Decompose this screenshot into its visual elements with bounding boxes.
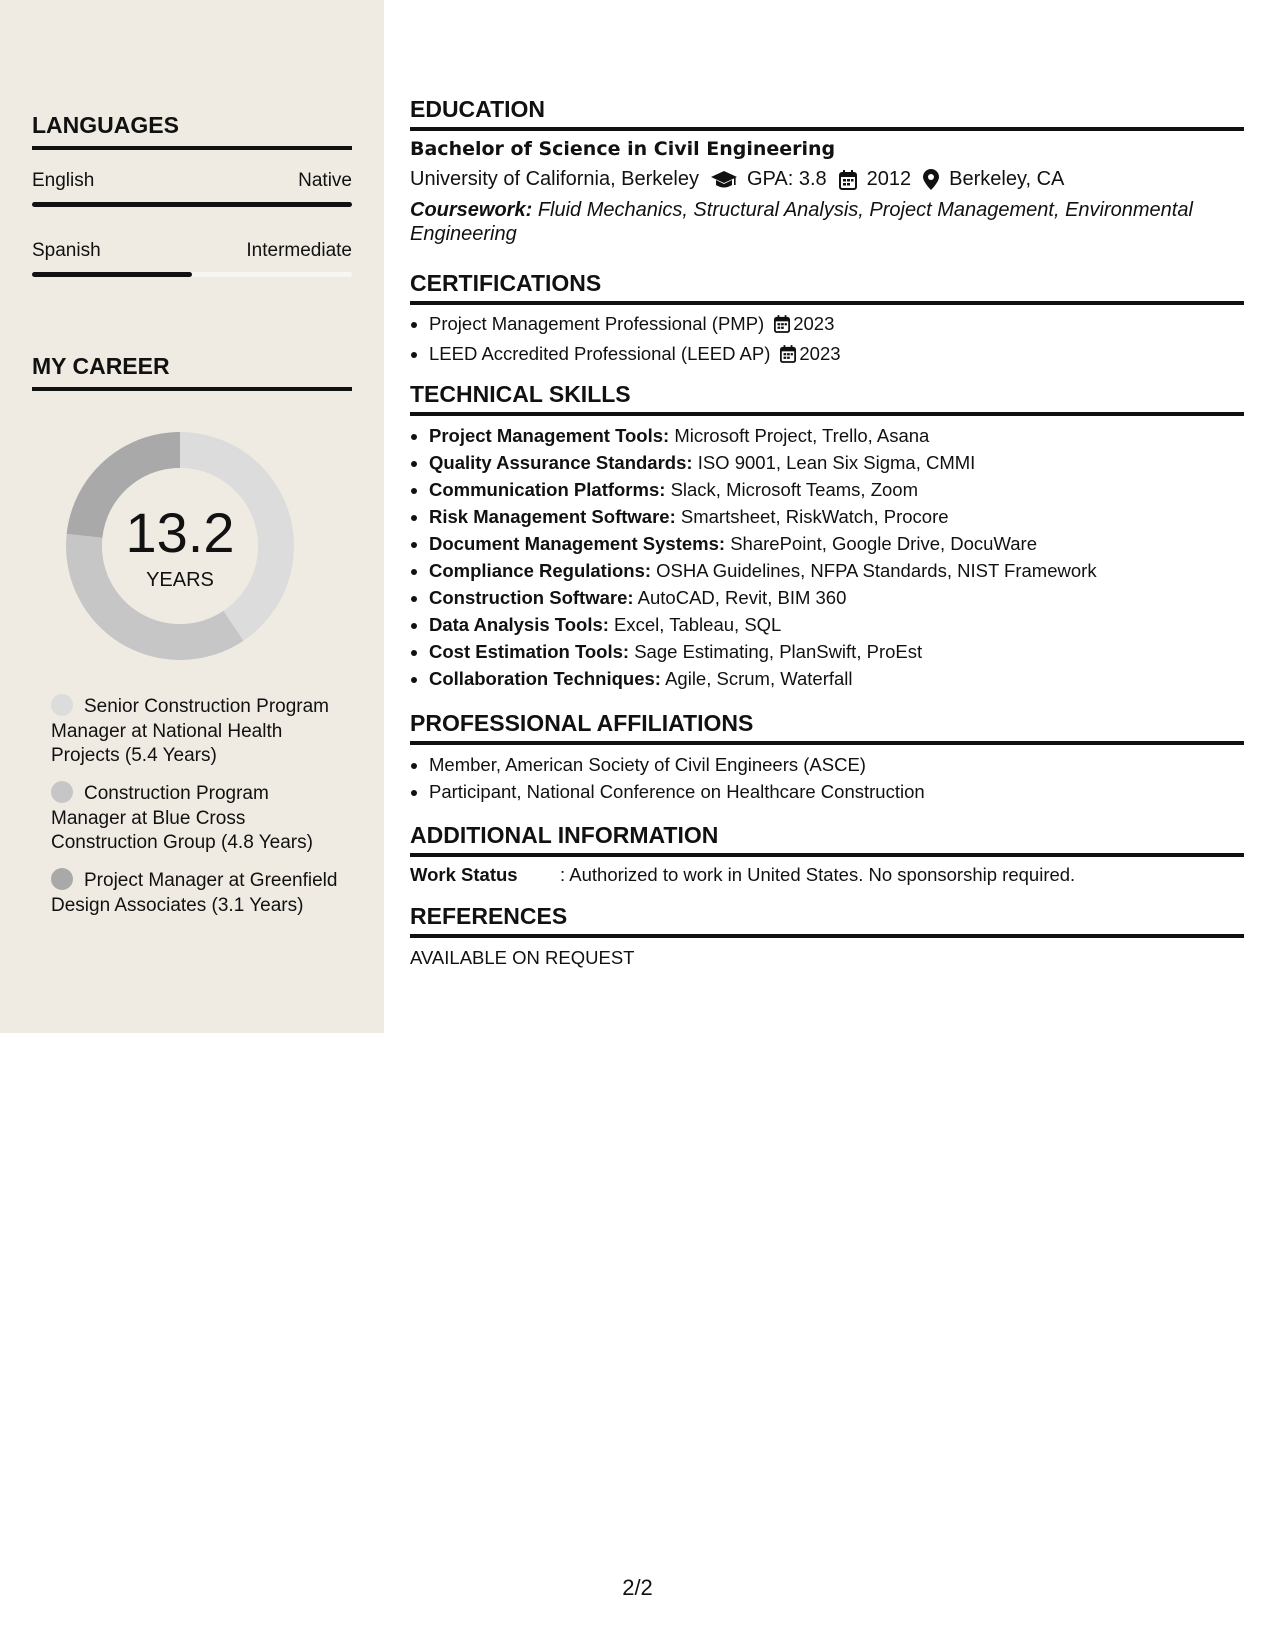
career-item: [51, 781, 341, 856]
skill-label: Project Management Tools:: [429, 425, 670, 446]
list-item: • Member, American Society of Civil Engineers (ASCE): [429, 751, 1244, 778]
certification-name: LEED Accredited Professional (LEED AP): [429, 343, 771, 364]
skill-value: ISO 9001, Lean Six Sigma, CMMI: [697, 452, 976, 473]
calendar-icon: [780, 343, 796, 370]
career-heading: MY CAREER: [32, 353, 352, 391]
additional-info-heading: ADDITIONAL INFORMATION: [410, 822, 1244, 857]
list-item: [429, 503, 1244, 530]
skill-value: Smartsheet, RiskWatch, Procore: [680, 506, 949, 527]
gpa: GPA: 3.8: [747, 168, 827, 190]
affiliations-heading: PROFESSIONAL AFFILIATIONS: [410, 710, 1244, 745]
education-heading: EDUCATION: [410, 96, 1244, 131]
career-item: [51, 868, 341, 918]
skill-value: Excel, Tableau, SQL: [614, 614, 782, 635]
career-section: [32, 353, 352, 391]
coursework: [410, 198, 1244, 246]
language-item-english: [32, 170, 352, 207]
skill-label: Data Analysis Tools:: [429, 614, 609, 635]
skill-value: OSHA Guidelines, NFPA Standards, NIST Framework: [656, 560, 1097, 581]
skill-value: SharePoint, Google Drive, DocuWare: [730, 533, 1037, 554]
career-item: [51, 694, 341, 769]
list-item: [429, 611, 1244, 638]
page-number: 2/2: [622, 1575, 653, 1600]
skill-label: Collaboration Techniques:: [429, 668, 661, 689]
skills-list: [410, 422, 1244, 692]
language-bar-fill: [32, 202, 352, 207]
list-item: [429, 638, 1244, 665]
career-item-text: Construction Program Manager at Blue Cross Construction Group (4.8 Years): [51, 783, 313, 853]
list-item: [429, 665, 1244, 692]
languages-section: [32, 112, 352, 150]
graduation-year: 2012: [866, 168, 912, 190]
school-name: University of California, Berkeley: [410, 168, 699, 190]
work-status-value: : Authorized to work in United States. No sponsorship required.: [560, 864, 1076, 885]
skills-heading: TECHNICAL SKILLS: [410, 381, 1244, 416]
skill-value: Sage Estimating, PlanSwift, ProEst: [634, 641, 923, 662]
language-bar-track: [32, 272, 352, 277]
language-name: Spanish: [32, 240, 101, 261]
list-item: [429, 422, 1244, 449]
certification-year: 2023: [799, 343, 841, 364]
list-item: [429, 340, 1244, 370]
list-item: [429, 476, 1244, 503]
legend-dot: [51, 694, 73, 716]
skill-value: Microsoft Project, Trello, Asana: [674, 425, 930, 446]
work-status-label: Work Status: [410, 864, 518, 885]
certification-year: 2023: [793, 313, 835, 334]
list-item: [429, 530, 1244, 557]
skill-value: AutoCAD, Revit, BIM 360: [637, 587, 847, 608]
education-location: Berkeley, CA: [949, 168, 1065, 190]
language-bar-track: [32, 202, 352, 207]
calendar-icon: [839, 170, 857, 190]
skill-label: Cost Estimation Tools:: [429, 641, 630, 662]
skill-label: Construction Software:: [429, 587, 634, 608]
education-details: [410, 168, 1244, 191]
language-level: Native: [298, 170, 352, 191]
career-total-years: 13.2: [125, 501, 235, 564]
language-item-spanish: [32, 240, 352, 277]
language-name: English: [32, 170, 95, 191]
list-item: [429, 449, 1244, 476]
work-status-row: [410, 864, 1244, 886]
skill-label: Compliance Regulations:: [429, 560, 652, 581]
skill-value: Agile, Scrum, Waterfall: [665, 668, 853, 689]
language-bar-fill: [32, 272, 192, 277]
certifications-list: [410, 310, 1244, 370]
language-level: Intermediate: [246, 240, 352, 261]
degree-title: Bachelor of Science in Civil Engineering: [410, 138, 836, 160]
skill-value: Slack, Microsoft Teams, Zoom: [670, 479, 918, 500]
list-item: • Participant, National Conference on Healthcare Construction: [429, 778, 1244, 805]
career-donut-chart: [62, 428, 298, 664]
skill-label: Document Management Systems:: [429, 533, 726, 554]
list-item: [429, 584, 1244, 611]
coursework-label: Coursework:: [410, 199, 533, 221]
references-heading: REFERENCES: [410, 903, 1244, 938]
coursework-list: Fluid Mechanics, Structural Analysis, Project Management, Environmental Engineering: [410, 199, 1193, 245]
legend-dot: [51, 868, 73, 890]
sidebar: [0, 0, 384, 1033]
certifications-heading: CERTIFICATIONS: [410, 270, 1244, 305]
list-item: [429, 310, 1244, 340]
calendar-icon: [774, 313, 790, 340]
skill-label: Risk Management Software:: [429, 506, 676, 527]
certification-name: Project Management Professional (PMP): [429, 313, 765, 334]
affiliations-list: [410, 751, 1244, 805]
legend-dot: [51, 781, 73, 803]
career-item-text: Senior Construction Program Manager at National Health Projects (5.4 Years): [51, 696, 329, 766]
list-item: [429, 557, 1244, 584]
graduation-cap-icon: [711, 170, 737, 190]
skill-label: Quality Assurance Standards:: [429, 452, 693, 473]
skill-label: Communication Platforms:: [429, 479, 666, 500]
map-pin-icon: [923, 169, 939, 190]
career-item-text: Project Manager at Greenfield Design Associates (3.1 Years): [51, 870, 338, 916]
career-years-label: YEARS: [146, 569, 214, 591]
languages-heading: LANGUAGES: [32, 112, 352, 150]
references-text: AVAILABLE ON REQUEST: [410, 947, 635, 968]
